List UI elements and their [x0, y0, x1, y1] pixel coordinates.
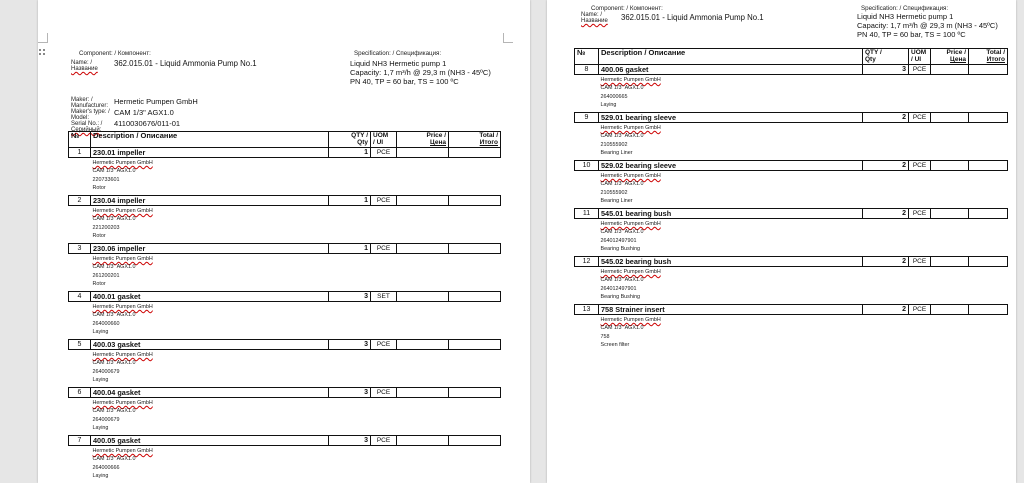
item-details-row	[69, 446, 501, 483]
item-description: Bearing Liner	[600, 198, 633, 205]
serial-label-ru: Серийный:	[71, 127, 102, 133]
item-number: 13	[575, 305, 599, 315]
name-label-ru: Название	[71, 66, 98, 72]
details-spacer	[575, 267, 599, 305]
item-details	[599, 219, 1008, 257]
component-name: 362.015.01 - Liquid Ammonia Pump No.1	[621, 13, 764, 22]
col-total-header: Total / Итого	[449, 132, 501, 148]
item-qty: 1	[329, 196, 371, 206]
crop-mark	[503, 33, 513, 43]
item-details	[91, 302, 501, 340]
table-row	[69, 388, 501, 398]
item-uom: PCE	[909, 257, 931, 267]
item-number: 5	[69, 340, 91, 350]
item-model: CAM 1/3" AGX1.0	[92, 408, 136, 415]
item-details-row	[69, 158, 501, 196]
item-total	[969, 65, 1008, 75]
specification-label: Specification: / Спецификация:	[354, 50, 442, 57]
table-row	[69, 340, 501, 350]
item-price	[397, 436, 449, 446]
item-code: 264000679	[92, 368, 120, 375]
item-qty: 3	[863, 65, 909, 75]
item-description: Screen filter	[600, 342, 630, 349]
item-description: Laying	[92, 329, 109, 336]
col-total-header: Total / Итого	[969, 49, 1008, 65]
item-uom: PCE	[371, 148, 397, 158]
item-manufacturer: Hermetic Pumpen GmbH	[92, 400, 153, 406]
item-model: CAM 1/3" AGX1.0	[600, 229, 644, 236]
item-price	[931, 209, 969, 219]
name-label: Name: /	[71, 60, 93, 66]
item-qty: 3	[329, 436, 371, 446]
item-manufacturer: Hermetic Pumpen GmbH	[600, 317, 661, 323]
item-name: 230.01 impeller	[91, 148, 329, 158]
item-name: 400.03 gasket	[91, 340, 329, 350]
table-row	[575, 113, 1008, 123]
col-description-header: Description / Описание	[599, 49, 863, 65]
item-description: Bearing Bushing	[600, 294, 641, 301]
item-qty: 2	[863, 209, 909, 219]
model-value: CAM 1/3" AGX1.0	[114, 108, 174, 117]
item-total	[969, 305, 1008, 315]
specification-text	[857, 13, 1007, 39]
item-number: 9	[575, 113, 599, 123]
item-total	[969, 209, 1008, 219]
table-row	[69, 244, 501, 254]
specification-text	[350, 60, 500, 86]
item-details-row	[575, 267, 1008, 305]
item-name: 230.06 impeller	[91, 244, 329, 254]
name-label: Name: /	[581, 12, 603, 18]
table-row	[575, 257, 1008, 267]
item-uom: PCE	[371, 388, 397, 398]
details-spacer	[575, 171, 599, 209]
item-uom: PCE	[909, 209, 931, 219]
item-uom: PCE	[371, 340, 397, 350]
item-number: 11	[575, 209, 599, 219]
document-page-1	[38, 0, 530, 483]
col-num-header: №	[69, 132, 91, 148]
item-manufacturer: Hermetic Pumpen GmbH	[92, 208, 153, 214]
component-label: Component: / Компонент:	[591, 5, 663, 12]
item-model: CAM 1/3" AGX1.0	[92, 264, 136, 271]
item-number: 6	[69, 388, 91, 398]
makers-type-label: Maker's type: /	[71, 109, 110, 115]
component-name: 362.015.01 - Liquid Ammonia Pump No.1	[114, 59, 257, 68]
col-num-header: №	[575, 49, 599, 65]
spec-line-3: PN 40, TP = 60 bar, TS = 100 ºC	[350, 76, 459, 86]
item-model: CAM 1/3" AGX1.0	[92, 216, 136, 223]
item-total	[449, 292, 501, 302]
col-qty-header: QTY / Qty	[329, 132, 371, 148]
col-price-header: Price / Цена	[931, 49, 969, 65]
item-total	[449, 244, 501, 254]
item-manufacturer: Hermetic Pumpen GmbH	[92, 352, 153, 358]
item-description: Bearing Liner	[600, 150, 633, 157]
item-details-row	[575, 75, 1008, 113]
item-model: CAM 1/3" AGX1.0	[92, 312, 136, 319]
item-description: Laying	[92, 425, 109, 432]
item-uom: PCE	[371, 244, 397, 254]
item-uom: PCE	[909, 65, 931, 75]
item-model: CAM 1/3" AGX1.0	[600, 85, 644, 92]
table-move-handle-icon[interactable]	[39, 49, 46, 56]
item-details-row	[69, 350, 501, 388]
item-details-row	[69, 206, 501, 244]
item-code: 221200203	[92, 224, 120, 231]
table-row	[575, 305, 1008, 315]
item-manufacturer: Hermetic Pumpen GmbH	[600, 173, 661, 179]
item-manufacturer: Hermetic Pumpen GmbH	[92, 304, 153, 310]
item-name: 545.01 bearing bush	[599, 209, 863, 219]
maker-label: Maker: /	[71, 97, 93, 103]
item-code: 264000660	[92, 320, 120, 327]
item-uom: PCE	[909, 113, 931, 123]
item-uom: PCE	[909, 305, 931, 315]
item-details	[599, 267, 1008, 305]
item-total	[449, 340, 501, 350]
item-name: 529.01 bearing sleeve	[599, 113, 863, 123]
specification-label: Specification: / Спецификация:	[861, 5, 949, 12]
item-code: 261200201	[92, 272, 120, 279]
item-model: CAM 1/3" AGX1.0	[600, 325, 644, 332]
item-details-row	[575, 123, 1008, 161]
item-number: 2	[69, 196, 91, 206]
item-details-row	[69, 302, 501, 340]
component-label: Component: / Компонент:	[79, 50, 151, 57]
details-spacer	[69, 446, 91, 483]
item-price	[931, 161, 969, 171]
item-qty: 3	[329, 340, 371, 350]
item-details-row	[575, 219, 1008, 257]
name-label-ru: Название	[581, 18, 608, 24]
item-number: 10	[575, 161, 599, 171]
item-price	[931, 113, 969, 123]
item-qty: 2	[863, 305, 909, 315]
item-uom: PCE	[909, 161, 931, 171]
item-price	[931, 257, 969, 267]
item-code: 264000665	[600, 93, 628, 100]
item-name: 529.02 bearing sleeve	[599, 161, 863, 171]
item-name: 400.04 gasket	[91, 388, 329, 398]
details-spacer	[575, 315, 599, 353]
item-qty: 1	[329, 244, 371, 254]
item-number: 8	[575, 65, 599, 75]
spec-line-3: PN 40, TP = 60 bar, TS = 100 ºC	[857, 29, 966, 39]
item-total	[449, 388, 501, 398]
item-details-row	[575, 171, 1008, 209]
col-price-header: Price / Цена	[397, 132, 449, 148]
item-details	[599, 171, 1008, 209]
spec-line-2: Capacity: 1,7 m³/h @ 29,3 m (NH3 - 45ºC)	[857, 20, 998, 30]
parts-table	[574, 48, 1008, 352]
item-name: 400.05 gasket	[91, 436, 329, 446]
table-header-row	[69, 132, 501, 148]
item-description: Laying	[600, 102, 617, 109]
item-number: 4	[69, 292, 91, 302]
item-code: 264012497901	[600, 237, 637, 244]
table-row	[69, 292, 501, 302]
model-label: Model:	[71, 115, 90, 121]
table-row	[575, 209, 1008, 219]
serial-label: Serial No.: /	[71, 121, 103, 127]
table-row	[69, 436, 501, 446]
parts-table	[68, 131, 501, 483]
item-qty: 1	[329, 148, 371, 158]
item-description: Bearing Bushing	[600, 246, 641, 253]
item-qty: 3	[329, 292, 371, 302]
item-number: 3	[69, 244, 91, 254]
item-price	[931, 305, 969, 315]
item-total	[969, 113, 1008, 123]
item-number: 1	[69, 148, 91, 158]
item-details	[91, 158, 501, 196]
item-number: 7	[69, 436, 91, 446]
item-description: Laying	[92, 377, 109, 384]
table-row	[575, 161, 1008, 171]
table-row	[69, 196, 501, 206]
item-price	[397, 292, 449, 302]
item-code: 210555902	[600, 141, 628, 148]
item-price	[397, 196, 449, 206]
item-name: 230.04 impeller	[91, 196, 329, 206]
details-spacer	[69, 398, 91, 436]
item-description: Laying	[92, 473, 109, 480]
item-number: 12	[575, 257, 599, 267]
item-details-row	[575, 315, 1008, 353]
manufacturer-label: Manufacturer:	[71, 103, 109, 109]
item-qty: 2	[863, 161, 909, 171]
details-spacer	[69, 350, 91, 388]
item-uom: SET	[371, 292, 397, 302]
item-description: Rotor	[92, 281, 106, 288]
item-details-row	[69, 398, 501, 436]
col-qty-header: QTY / Qty	[863, 49, 909, 65]
item-model: CAM 1/3" AGX1.0	[92, 168, 136, 175]
item-qty: 3	[329, 388, 371, 398]
item-manufacturer: Hermetic Pumpen GmbH	[92, 448, 153, 454]
item-manufacturer: Hermetic Pumpen GmbH	[92, 256, 153, 262]
serial-value: 4110030676/011-01	[114, 119, 181, 128]
item-total	[449, 148, 501, 158]
item-code: 758	[600, 333, 610, 340]
item-model: CAM 1/3" AGX1.0	[92, 456, 136, 463]
item-details	[91, 206, 501, 244]
item-model: CAM 1/3" AGX1.0	[600, 277, 644, 284]
item-name: 545.02 bearing bush	[599, 257, 863, 267]
details-spacer	[575, 123, 599, 161]
item-model: CAM 1/3" AGX1.0	[92, 360, 136, 367]
spec-line-1: Liquid NH3 Hermetic pump 1	[350, 59, 447, 68]
col-uom-header: UOM / UI	[909, 49, 931, 65]
item-total	[969, 257, 1008, 267]
item-details	[91, 398, 501, 436]
item-code: 210555902	[600, 189, 628, 196]
spec-line-1: Liquid NH3 Hermetic pump 1	[857, 12, 954, 21]
item-total	[969, 161, 1008, 171]
item-model: CAM 1/3" AGX1.0	[600, 133, 644, 140]
table-row	[69, 148, 501, 158]
item-details	[599, 315, 1008, 353]
item-details	[599, 123, 1008, 161]
item-details-row	[69, 254, 501, 292]
item-name: 400.06 gasket	[599, 65, 863, 75]
item-name: 758 Strainer insert	[599, 305, 863, 315]
item-total	[449, 436, 501, 446]
item-details	[91, 446, 501, 483]
item-name: 400.01 gasket	[91, 292, 329, 302]
details-spacer	[575, 75, 599, 113]
item-model: CAM 1/3" AGX1.0	[600, 181, 644, 188]
item-qty: 2	[863, 257, 909, 267]
item-uom: PCE	[371, 436, 397, 446]
table-row	[575, 65, 1008, 75]
item-description: Rotor	[92, 233, 106, 240]
details-spacer	[69, 254, 91, 292]
item-total	[449, 196, 501, 206]
item-manufacturer: Hermetic Pumpen GmbH	[600, 77, 661, 83]
col-description-header: Description / Описание	[91, 132, 329, 148]
item-code: 264012497901	[600, 285, 637, 292]
item-details	[91, 350, 501, 388]
details-spacer	[575, 219, 599, 257]
item-manufacturer: Hermetic Pumpen GmbH	[600, 125, 661, 131]
item-price	[931, 65, 969, 75]
crop-mark	[38, 33, 48, 43]
details-spacer	[69, 302, 91, 340]
item-manufacturer: Hermetic Pumpen GmbH	[92, 160, 153, 166]
item-code: 264000679	[92, 416, 120, 423]
item-description: Rotor	[92, 185, 106, 192]
item-code: 264000666	[92, 464, 120, 471]
item-manufacturer: Hermetic Pumpen GmbH	[600, 269, 661, 275]
item-code: 220733601	[92, 176, 120, 183]
item-price	[397, 388, 449, 398]
item-qty: 2	[863, 113, 909, 123]
item-price	[397, 148, 449, 158]
item-uom: PCE	[371, 196, 397, 206]
document-page-2	[547, 0, 1016, 483]
col-uom-header: UOM / UI	[371, 132, 397, 148]
details-spacer	[69, 206, 91, 244]
spec-line-2: Capacity: 1,7 m³/h @ 29,3 m (NH3 - 45ºC)	[350, 67, 491, 77]
table-header-row	[575, 49, 1008, 65]
item-manufacturer: Hermetic Pumpen GmbH	[600, 221, 661, 227]
item-details	[91, 254, 501, 292]
item-price	[397, 340, 449, 350]
item-price	[397, 244, 449, 254]
details-spacer	[69, 158, 91, 196]
maker-value: Hermetic Pumpen GmbH	[114, 97, 198, 106]
item-details	[599, 75, 1008, 113]
